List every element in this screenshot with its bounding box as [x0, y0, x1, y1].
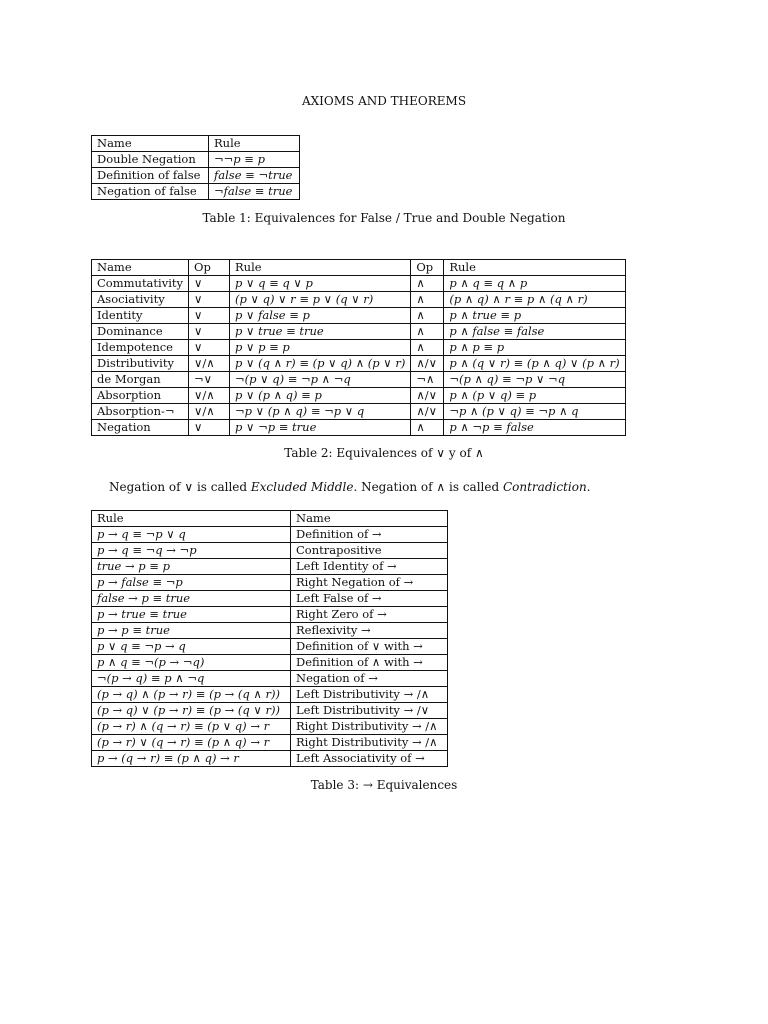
table-row — [92, 420, 626, 436]
table-row — [92, 671, 448, 687]
cell-rule: p → q ≡ ¬q → ¬p — [92, 543, 291, 559]
cell-rule: p ∨ q ≡ ¬p → q — [92, 639, 291, 655]
cell-name: Commutativity — [92, 276, 189, 292]
cell-rule: true → p ≡ p — [92, 559, 291, 575]
cell-rule-or: p ∨ (p ∧ q) ≡ p — [230, 388, 411, 404]
cell-rule: ¬¬p ≡ p — [209, 152, 300, 168]
table-row — [92, 527, 448, 543]
header-name: Name — [92, 136, 209, 152]
cell-op-and: ∧ — [411, 276, 444, 292]
table-row — [92, 152, 300, 168]
cell-rule-and: (p ∧ q) ∧ r ≡ p ∧ (q ∧ r) — [444, 292, 625, 308]
cell-name: Right Distributivity → /∧ — [291, 735, 448, 751]
cell-op-or: ∨ — [189, 340, 230, 356]
cell-op-or: ∨ — [189, 276, 230, 292]
cell-op-and: ∧ — [411, 340, 444, 356]
header-op-and: Op — [411, 260, 444, 276]
header-rule-and: Rule — [444, 260, 625, 276]
cell-rule-and: p ∧ (p ∨ q) ≡ p — [444, 388, 625, 404]
table-or-and-equivalences — [91, 259, 626, 436]
cell-op-or: ∨/∧ — [189, 388, 230, 404]
cell-name: Definition of false — [92, 168, 209, 184]
cell-op-and: ∧/∨ — [411, 356, 444, 372]
page-title: AXIOMS AND THEOREMS — [301, 94, 467, 108]
table-row — [92, 184, 300, 200]
table-3-caption: Table 3: → Equivalences — [310, 778, 458, 792]
cell-rule-and: ¬p ∧ (p ∨ q) ≡ ¬p ∧ q — [444, 404, 625, 420]
table-header-row — [92, 136, 300, 152]
cell-rule: p → q ≡ ¬p ∨ q — [92, 527, 291, 543]
cell-rule: false → p ≡ true — [92, 591, 291, 607]
cell-op-or: ∨/∧ — [189, 356, 230, 372]
cell-name: Double Negation — [92, 152, 209, 168]
cell-rule: false ≡ ¬true — [209, 168, 300, 184]
cell-name: Negation of → — [291, 671, 448, 687]
table-row — [92, 543, 448, 559]
cell-rule-and: p ∧ ¬p ≡ false — [444, 420, 625, 436]
header-name: Name — [291, 511, 448, 527]
cell-rule: ¬false ≡ true — [209, 184, 300, 200]
cell-name: Negation of false — [92, 184, 209, 200]
table-2-caption: Table 2: Equivalences of ∨ y of ∧ — [284, 446, 484, 460]
table-implication-equivalences — [91, 510, 448, 767]
header-rule: Rule — [209, 136, 300, 152]
cell-rule: p → (q → r) ≡ (p ∧ q) → r — [92, 751, 291, 767]
table-row — [92, 340, 626, 356]
note-term-excluded-middle: Excluded Middle — [250, 480, 354, 494]
table-row — [92, 388, 626, 404]
table-header-row — [92, 260, 626, 276]
cell-name: Absorption — [92, 388, 189, 404]
header-name: Name — [92, 260, 189, 276]
cell-rule-or: p ∨ ¬p ≡ true — [230, 420, 411, 436]
note-term-contradiction: Contradiction — [502, 480, 587, 494]
cell-rule-or: ¬(p ∨ q) ≡ ¬p ∧ ¬q — [230, 372, 411, 388]
note-text-3: . — [586, 480, 591, 494]
cell-name: Definition of ∨ with → — [291, 639, 448, 655]
cell-rule-or: p ∨ q ≡ q ∨ p — [230, 276, 411, 292]
table-row — [92, 292, 626, 308]
cell-op-and: ∧/∨ — [411, 388, 444, 404]
table-row — [92, 655, 448, 671]
table-row — [92, 575, 448, 591]
cell-rule-or: p ∨ false ≡ p — [230, 308, 411, 324]
cell-name: Left Distributivity → /∨ — [291, 703, 448, 719]
cell-name: Definition of → — [291, 527, 448, 543]
cell-rule: (p → q) ∧ (p → r) ≡ (p → (q ∧ r)) — [92, 687, 291, 703]
cell-rule: p → true ≡ true — [92, 607, 291, 623]
cell-rule: (p → r) ∨ (q → r) ≡ (p ∧ q) → r — [92, 735, 291, 751]
cell-name: Absorption-¬ — [92, 404, 189, 420]
cell-name: Left False of → — [291, 591, 448, 607]
cell-rule: (p → r) ∧ (q → r) ≡ (p ∨ q) → r — [92, 719, 291, 735]
cell-name: Right Distributivity → /∧ — [291, 719, 448, 735]
cell-name: Negation — [92, 420, 189, 436]
table-header-row — [92, 511, 448, 527]
table-row — [92, 559, 448, 575]
table-row — [92, 703, 448, 719]
cell-name: Identity — [92, 308, 189, 324]
table-row — [92, 639, 448, 655]
cell-rule-and: p ∧ false ≡ false — [444, 324, 625, 340]
cell-op-or: ∨ — [189, 292, 230, 308]
cell-op-and: ∧ — [411, 292, 444, 308]
table-row — [92, 308, 626, 324]
cell-rule: p → p ≡ true — [92, 623, 291, 639]
table-row — [92, 372, 626, 388]
table-row — [92, 687, 448, 703]
table-false-true-double-negation — [91, 135, 300, 200]
negation-note — [109, 480, 591, 494]
cell-rule-and: p ∧ p ≡ p — [444, 340, 625, 356]
cell-op-or: ∨ — [189, 324, 230, 340]
cell-name: Left Distributivity → /∧ — [291, 687, 448, 703]
cell-rule: ¬(p → q) ≡ p ∧ ¬q — [92, 671, 291, 687]
table-row — [92, 356, 626, 372]
cell-rule-and: p ∧ (q ∨ r) ≡ (p ∧ q) ∨ (p ∧ r) — [444, 356, 625, 372]
cell-name: Distributivity — [92, 356, 189, 372]
note-text-2: . Negation of ∧ is called — [353, 480, 503, 494]
cell-name: Right Negation of → — [291, 575, 448, 591]
cell-name: Definition of ∧ with → — [291, 655, 448, 671]
cell-rule: p → false ≡ ¬p — [92, 575, 291, 591]
cell-name: Idempotence — [92, 340, 189, 356]
cell-op-and: ¬∧ — [411, 372, 444, 388]
cell-rule-or: p ∨ (q ∧ r) ≡ (p ∨ q) ∧ (p ∨ r) — [230, 356, 411, 372]
table-row — [92, 751, 448, 767]
cell-rule-or: ¬p ∨ (p ∧ q) ≡ ¬p ∨ q — [230, 404, 411, 420]
cell-rule: (p → q) ∨ (p → r) ≡ (p → (q ∨ r)) — [92, 703, 291, 719]
cell-rule-and: p ∧ q ≡ q ∧ p — [444, 276, 625, 292]
cell-rule: p ∧ q ≡ ¬(p → ¬q) — [92, 655, 291, 671]
cell-rule-and: p ∧ true ≡ p — [444, 308, 625, 324]
table-row — [92, 735, 448, 751]
header-rule: Rule — [92, 511, 291, 527]
cell-name: Dominance — [92, 324, 189, 340]
table-1-caption: Table 1: Equivalences for False / True and Double Negation — [202, 211, 566, 225]
cell-op-or: ∨ — [189, 420, 230, 436]
cell-op-or: ∨/∧ — [189, 404, 230, 420]
cell-name: Contrapositive — [291, 543, 448, 559]
cell-op-or: ∨ — [189, 308, 230, 324]
cell-name: Left Associativity of → — [291, 751, 448, 767]
table-row — [92, 404, 626, 420]
table-row — [92, 719, 448, 735]
cell-op-and: ∧/∨ — [411, 404, 444, 420]
cell-name: Left Identity of → — [291, 559, 448, 575]
note-text-1: Negation of ∨ is called — [109, 480, 251, 494]
cell-name: Reflexivity → — [291, 623, 448, 639]
cell-rule-or: p ∨ true ≡ true — [230, 324, 411, 340]
header-rule-or: Rule — [230, 260, 411, 276]
cell-rule-or: p ∨ p ≡ p — [230, 340, 411, 356]
cell-name: Asociativity — [92, 292, 189, 308]
cell-rule-or: (p ∨ q) ∨ r ≡ p ∨ (q ∨ r) — [230, 292, 411, 308]
cell-op-or: ¬∨ — [189, 372, 230, 388]
table-row — [92, 276, 626, 292]
cell-op-and: ∧ — [411, 420, 444, 436]
table-row — [92, 168, 300, 184]
header-op-or: Op — [189, 260, 230, 276]
cell-rule-and: ¬(p ∧ q) ≡ ¬p ∨ ¬q — [444, 372, 625, 388]
cell-op-and: ∧ — [411, 324, 444, 340]
table-row — [92, 591, 448, 607]
cell-op-and: ∧ — [411, 308, 444, 324]
table-row — [92, 607, 448, 623]
cell-name: Right Zero of → — [291, 607, 448, 623]
table-row — [92, 623, 448, 639]
cell-name: de Morgan — [92, 372, 189, 388]
table-row — [92, 324, 626, 340]
